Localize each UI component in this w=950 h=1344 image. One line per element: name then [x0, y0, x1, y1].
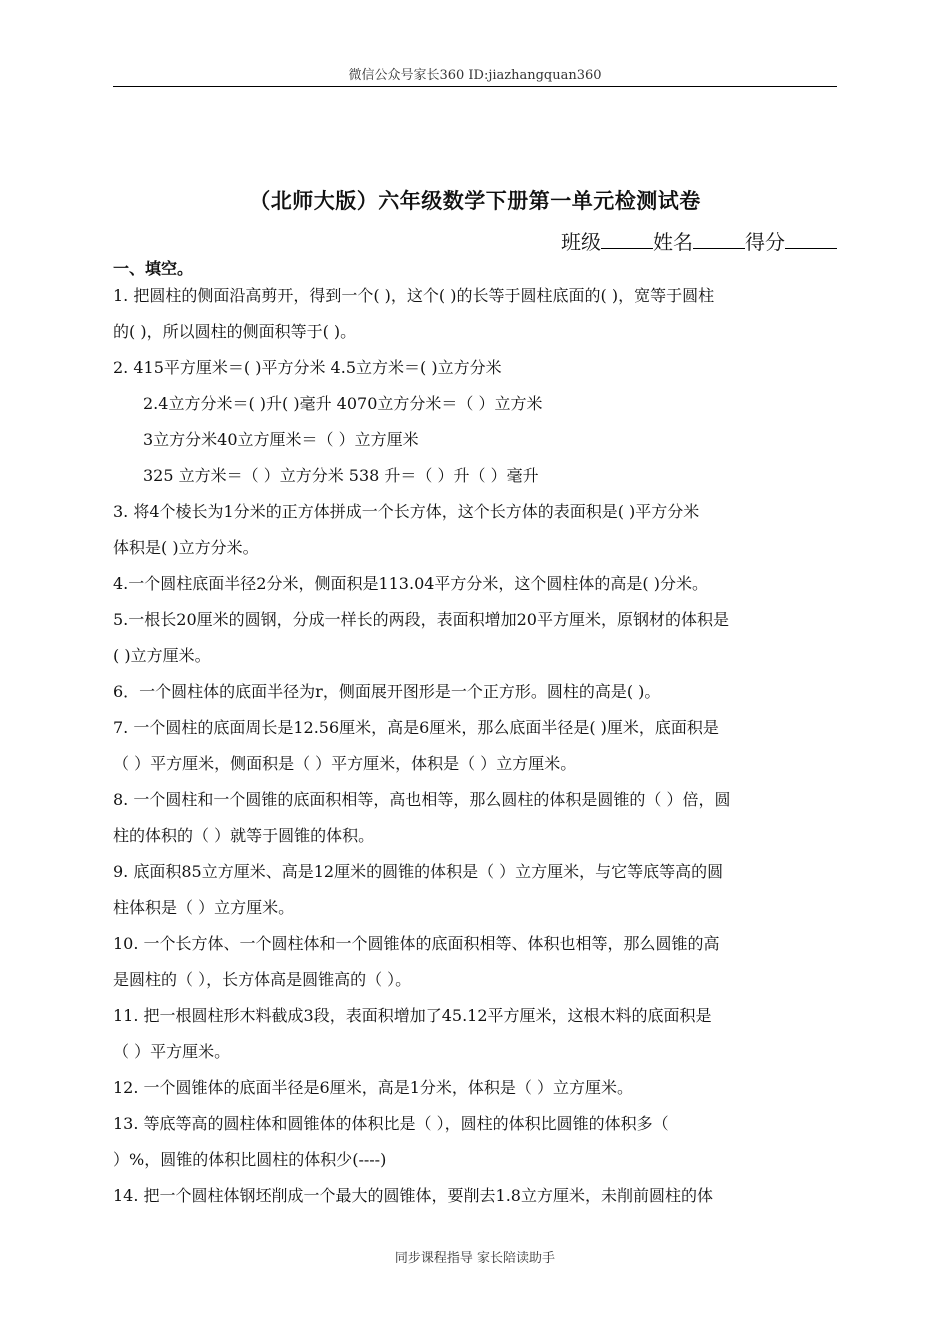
- name-blank: [693, 230, 745, 249]
- question-line: 2.4立方分米＝( )升( )毫升 4070立方分米＝（ ）立方米: [143, 394, 543, 413]
- student-info: [561, 226, 837, 255]
- page-footer: 同步课程指导 家长陪读助手: [394, 1251, 556, 1266]
- question-line: 11. 把一根圆柱形木料截成3段，表面积增加了45.12平方厘米，这根木料的底面积是: [113, 1006, 712, 1025]
- score-label: 得分: [745, 230, 785, 254]
- question-line: 4.一个圆柱底面半径2分米，侧面积是113.04平方分米，这个圆柱体的高是( )分米。: [113, 574, 709, 593]
- question-line: ）%，圆锥的体积比圆柱的体积少(----): [113, 1150, 387, 1169]
- page-title: （北师大版）六年级数学下册第一单元检测试卷: [249, 188, 701, 213]
- question-line: 体积是( )立方分米。: [113, 538, 259, 557]
- question-line: （ ）平方厘米，侧面积是（ ）平方厘米，体积是（ ）立方厘米。: [113, 754, 577, 773]
- question-line: 6．一个圆柱体的底面半径为r，侧面展开图形是一个正方形。圆柱的高是( )。: [113, 682, 661, 701]
- question-line: 12. 一个圆锥体的底面半径是6厘米，高是1分米，体积是（ ）立方厘米。: [113, 1078, 633, 1097]
- question-line: 14. 把一个圆柱体钢坯削成一个最大的圆锥体，要削去1.8立方厘米，未削前圆柱的体: [113, 1186, 713, 1205]
- name-label: 姓名: [653, 230, 693, 254]
- question-line: 13. 等底等高的圆柱体和圆锥体的体积比是（ ），圆柱的体积比圆锥的体积多（: [113, 1114, 669, 1133]
- question-line: 2. 415平方厘米＝( )平方分米 4.5立方米＝( )立方分米: [113, 358, 502, 377]
- page-header: 微信公众号家长360 ID:jiazhangquan360: [348, 68, 602, 83]
- section-title: 一、填空。: [113, 259, 194, 278]
- question-line: ( )立方厘米。: [113, 646, 211, 665]
- header-divider: [113, 86, 837, 87]
- question-line: 1. 把圆柱的侧面沿高剪开，得到一个( )，这个( )的长等于圆柱底面的( )，宽等于圆柱: [113, 286, 715, 305]
- question-line: （ ）平方厘米。: [113, 1042, 231, 1061]
- question-line: 10. 一个长方体、一个圆柱体和一个圆锥体的底面积相等、体积也相等，那么圆锥的高: [113, 934, 720, 953]
- question-line: 7. 一个圆柱的底面周长是12.56厘米，高是6厘米，那么底面半径是( )厘米，底面积是: [113, 718, 719, 737]
- score-blank: [785, 230, 837, 249]
- class-blank: [601, 230, 653, 249]
- question-list: [113, 278, 837, 1214]
- question-line: 的( )，所以圆柱的侧面积等于( )。: [113, 322, 357, 341]
- question-line: 3. 将4个棱长为1分米的正方体拼成一个长方体，这个长方体的表面积是( )平方分米: [113, 502, 700, 521]
- question-line: 柱体积是（ ）立方厘米。: [113, 898, 295, 917]
- question-line: 是圆柱的（ ），长方体高是圆锥高的（ ）。: [113, 970, 412, 989]
- question-line: 9. 底面积85立方厘米、高是12厘米的圆锥的体积是（ ）立方厘米，与它等底等高的圆: [113, 862, 724, 881]
- question-line: 3立方分米40立方厘米＝（ ）立方厘米: [143, 430, 419, 449]
- class-label: 班级: [561, 230, 601, 254]
- question-line: 325 立方米＝（ ）立方分米 538 升＝（ ）升（ ）毫升: [143, 466, 539, 485]
- question-line: 5.一根长20厘米的圆钢，分成一样长的两段，表面积增加20平方厘米，原钢材的体积是: [113, 610, 729, 629]
- question-line: 8. 一个圆柱和一个圆锥的底面积相等，高也相等，那么圆柱的体积是圆锥的（ ）倍，圆: [113, 790, 731, 809]
- question-line: 柱的体积的（ ）就等于圆锥的体积。: [113, 826, 375, 845]
